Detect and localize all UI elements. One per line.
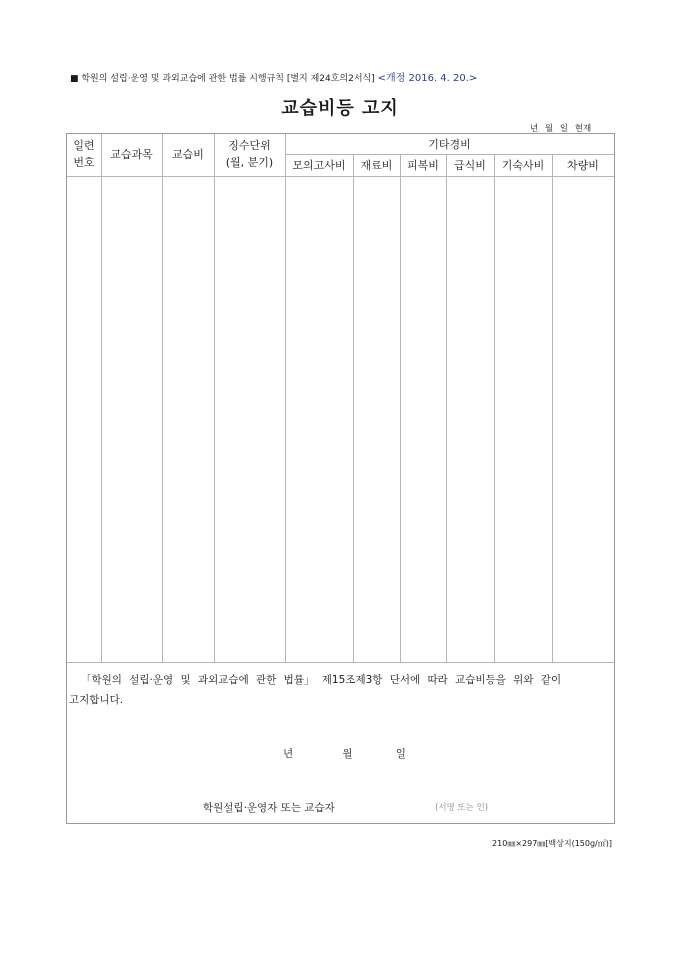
- column-divider: [101, 134, 102, 662]
- header-divider: [285, 154, 614, 155]
- header-serial-line2: 번호: [73, 156, 95, 169]
- header-serial: [67, 137, 101, 171]
- legal-reference-text: ■ 학원의 설립·운영 및 과외교습에 관한 법률 시행규칙 [별지 제24호의2서식]: [70, 74, 375, 84]
- column-divider: [353, 154, 354, 662]
- signature-day: 일: [395, 748, 406, 760]
- revision-date: <개정 2016. 4. 20.>: [377, 73, 478, 84]
- header-mock-exam-fee: 모의고사비: [292, 159, 346, 172]
- column-divider: [400, 154, 401, 662]
- signature-date: [283, 746, 406, 761]
- column-divider: [285, 134, 286, 662]
- legal-reference: [70, 69, 477, 84]
- header-other-expenses: 기타경비: [428, 138, 471, 151]
- header-meal-fee: 급식비: [454, 159, 486, 172]
- signer-label: 학원설립·운영자 또는 교습자: [203, 802, 335, 814]
- header-bottom-line: [67, 176, 614, 177]
- signature-hint: (서명 또는 인): [435, 803, 489, 813]
- notice-statement-line1: 「학원의 설립·운영 및 과외교습에 관한 법률」 제15조제3항 단서에 따라 교습비등을 위와 같이: [81, 674, 562, 686]
- as-of-day: 일: [559, 124, 569, 134]
- header-subject: 교습과목: [110, 148, 153, 161]
- header-vehicle-fee: 차량비: [567, 159, 599, 172]
- column-divider: [494, 154, 495, 662]
- as-of-year: 년: [530, 124, 539, 134]
- header-collection-unit: [214, 137, 285, 171]
- signature-month: 월: [342, 748, 353, 760]
- header-clothing-fee: 피복비: [407, 159, 439, 172]
- header-serial-line1: 일련: [73, 139, 95, 152]
- column-divider: [552, 154, 553, 662]
- notice-statement-line2: 고지합니다.: [69, 694, 124, 706]
- header-dormitory-fee: 기숙사비: [501, 159, 545, 172]
- as-of-month: 월: [544, 124, 554, 134]
- header-collection-unit-line2: (월, 분기): [225, 156, 274, 169]
- column-divider: [162, 134, 163, 662]
- column-divider: [446, 154, 447, 662]
- tuition-table: [66, 133, 615, 824]
- notice-statement-section: [67, 662, 614, 824]
- header-collection-unit-line1: 징수단위: [228, 139, 271, 152]
- header-material-fee: 재료비: [360, 159, 393, 172]
- paper-spec: 210㎜×297㎜[백상지(150g/㎡)]: [492, 839, 612, 848]
- document-title: 교습비등 고지: [281, 98, 399, 119]
- as-of-suffix: 현재: [574, 124, 592, 134]
- column-divider: [214, 134, 215, 662]
- notice-statement: [67, 670, 614, 710]
- header-tuition: 교습비: [172, 148, 204, 161]
- signature-year: 년: [283, 748, 294, 760]
